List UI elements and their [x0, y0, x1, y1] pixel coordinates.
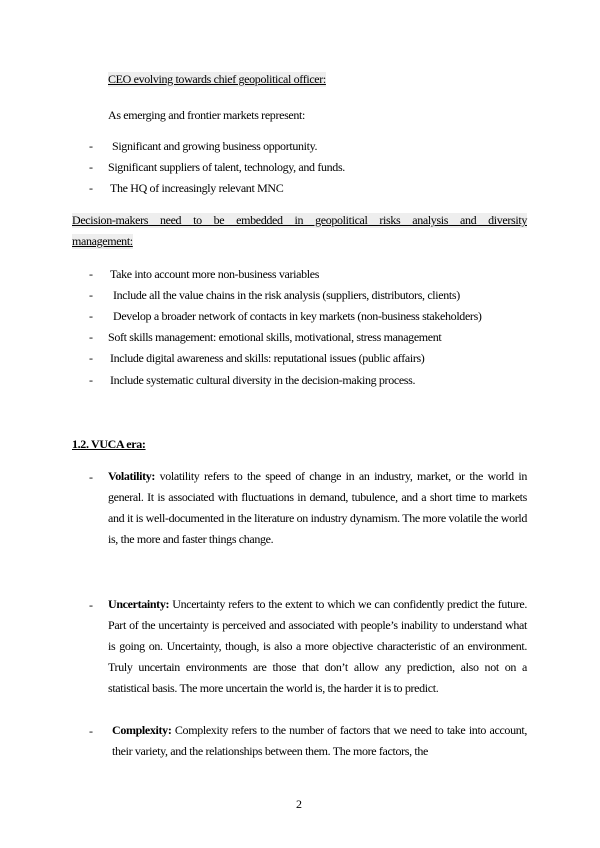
list-item: Take into account more non-business variables	[110, 267, 320, 281]
bullet-dash: -	[89, 160, 93, 174]
bullet-dash: -	[89, 724, 93, 738]
uncertainty-text: Uncertainty refers to the extent to which we can confidently predict the future. Part of the uncertainty is perceived and associated with people’s inability to understand what is going on. Uncertainty, though, is also a more objective characteristic of an environment. Truly uncertain environments are those that don’t allow any prediction, also not on a statistical basis. The more uncertain the world is, the harder it is to predict.	[108, 597, 527, 695]
uncertainty-term: Uncertainty:	[108, 597, 170, 611]
decision-heading-line: Decision-makers need to be embedded in geopolitical risks analysis and diversity	[72, 213, 527, 227]
bullet-dash: -	[89, 309, 93, 323]
list-item: Develop a broader network of contacts in key markets (non-business stakeholders)	[113, 309, 482, 323]
complexity-text: Complexity refers to the number of factors that we need to take into account, their variety, and the relationships between them. The more factors, the	[112, 723, 528, 758]
list-item: Include digital awareness and skills: reputational issues (public affairs)	[110, 351, 425, 365]
bullet-dash: -	[89, 330, 93, 344]
bullet-dash: -	[89, 351, 93, 365]
volatility-text: volatility refers to the speed of change in an industry, market, or the world in general. It is associated with fluctuations in demand, tubulence, and a short time to markets and it is well-documented in the literature on industry dynamism. The more volatile the world is, the more and faster things change.	[108, 469, 527, 546]
page-number: 2	[296, 797, 302, 811]
bullet-dash: -	[89, 288, 93, 302]
uncertainty-paragraph	[108, 594, 527, 699]
list-item: Include systematic cultural diversity in the decision-making process.	[110, 373, 416, 387]
list-item: Soft skills management: emotional skills, motivational, stress management	[108, 330, 442, 344]
bullet-dash: -	[89, 598, 93, 612]
volatility-paragraph	[108, 466, 527, 550]
ceo-heading: CEO evolving towards chief geopolitical officer:	[108, 72, 326, 86]
list-item: Significant suppliers of talent, technology, and funds.	[108, 160, 345, 174]
complexity-term: Complexity:	[112, 723, 172, 737]
markets-intro: As emerging and frontier markets represent:	[108, 108, 305, 122]
bullet-dash: -	[89, 267, 93, 281]
list-item: Include all the value chains in the risk analysis (suppliers, distributors, clients)	[113, 288, 460, 302]
volatility-term: Volatility:	[108, 469, 156, 483]
bullet-dash: -	[89, 181, 93, 195]
complexity-paragraph	[112, 720, 527, 762]
list-item: The HQ of increasingly relevant MNC	[110, 181, 284, 195]
bullet-dash: -	[89, 470, 93, 484]
bullet-dash: -	[89, 139, 93, 153]
list-item: Significant and growing business opportunity.	[112, 139, 318, 153]
bullet-dash: -	[89, 373, 93, 387]
decision-heading-line: management:	[72, 234, 133, 248]
section-title: 1.2. VUCA era:	[72, 437, 146, 451]
